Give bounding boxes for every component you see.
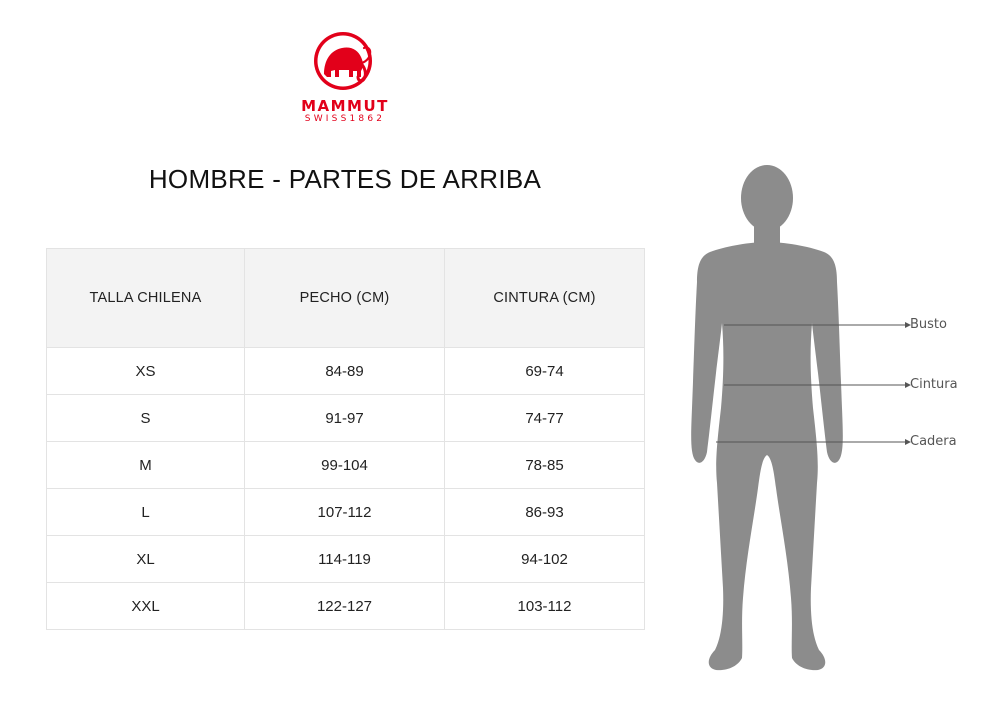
cell-chest: 91-97 xyxy=(245,395,445,442)
table-row xyxy=(47,395,645,442)
label-hip: Cadera xyxy=(910,434,957,449)
cell-size: L xyxy=(47,489,245,536)
brand-logo xyxy=(293,30,397,132)
cell-chest: 107-112 xyxy=(245,489,445,536)
cell-chest: 122-127 xyxy=(245,583,445,630)
cell-size: XL xyxy=(47,536,245,583)
label-bust: Busto xyxy=(910,317,947,332)
mammoth-icon xyxy=(312,30,378,96)
table-row xyxy=(47,348,645,395)
cell-size: M xyxy=(47,442,245,489)
header-chest: PECHO (CM) xyxy=(245,249,445,348)
cell-waist: 103-112 xyxy=(445,583,645,630)
cell-waist: 74-77 xyxy=(445,395,645,442)
header-waist: CINTURA (CM) xyxy=(445,249,645,348)
cell-size: S xyxy=(47,395,245,442)
label-waist: Cintura xyxy=(910,377,958,392)
cell-waist: 86-93 xyxy=(445,489,645,536)
page-title: HOMBRE - PARTES DE ARRIBA xyxy=(148,164,542,194)
cell-chest: 99-104 xyxy=(245,442,445,489)
header-size: TALLA CHILENA xyxy=(47,249,245,348)
cell-size: XXL xyxy=(47,583,245,630)
cell-waist: 69-74 xyxy=(445,348,645,395)
cell-waist: 94-102 xyxy=(445,536,645,583)
table-row xyxy=(47,489,645,536)
cell-chest: 84-89 xyxy=(245,348,445,395)
size-table xyxy=(46,248,645,630)
body-silhouette-icon xyxy=(680,158,1000,678)
brand-name: MAMMUT xyxy=(301,97,389,115)
brand-tagline: SWISS1862 xyxy=(304,114,386,124)
cell-size: XS xyxy=(47,348,245,395)
cell-chest: 114-119 xyxy=(245,536,445,583)
cell-waist: 78-85 xyxy=(445,442,645,489)
table-row xyxy=(47,536,645,583)
table-row xyxy=(47,583,645,630)
table-header-row xyxy=(47,249,645,348)
body-figure xyxy=(680,158,1000,678)
table-row xyxy=(47,442,645,489)
